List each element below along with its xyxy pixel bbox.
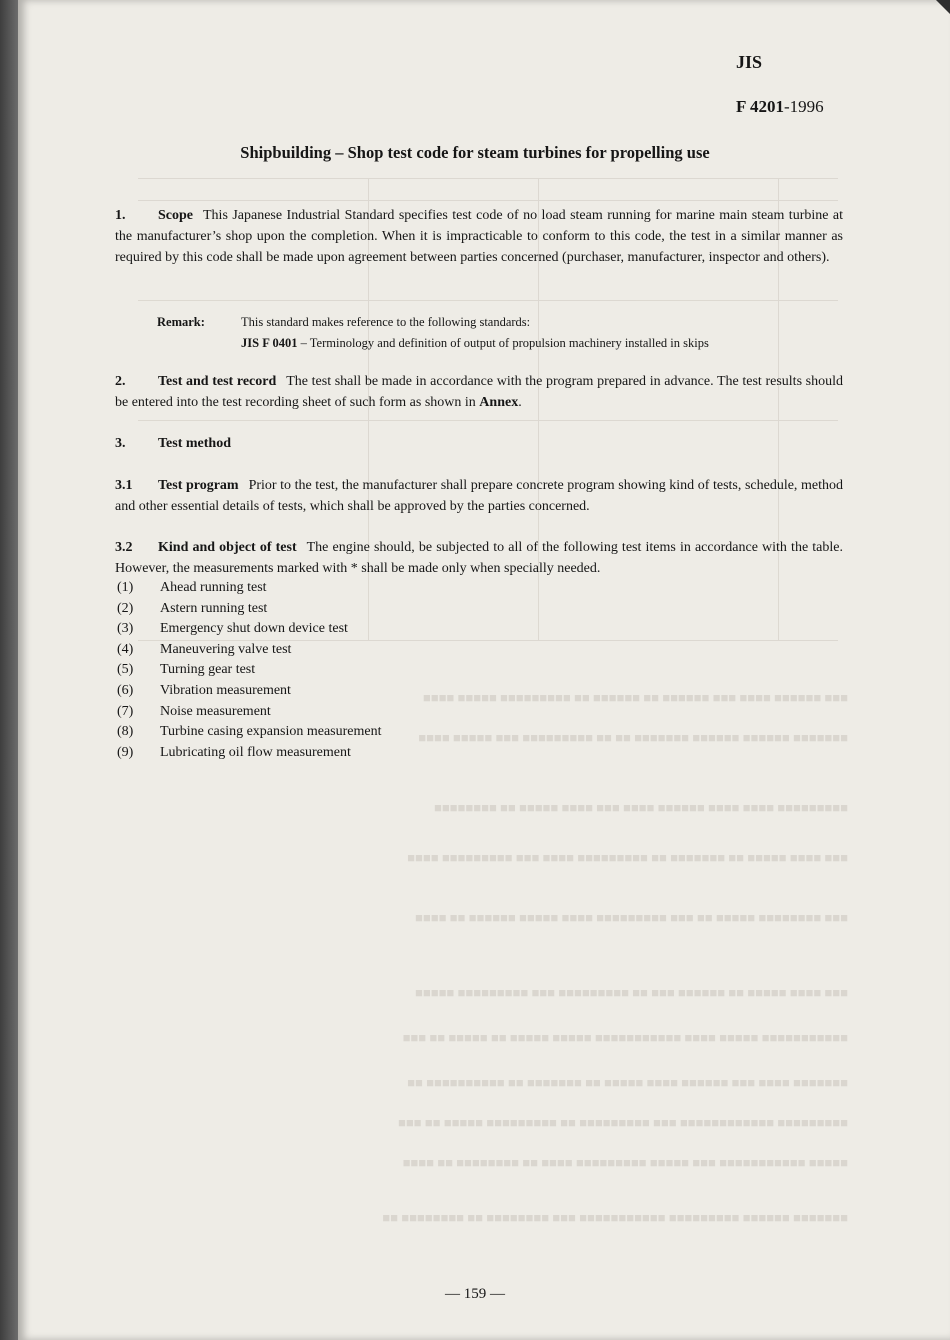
list-item [117, 722, 382, 743]
list-item-number: (1) [117, 580, 134, 595]
standard-number [736, 97, 824, 117]
list-item [117, 619, 382, 640]
list-item [117, 681, 382, 702]
section-test-method [115, 434, 843, 455]
section-scope [115, 206, 843, 268]
bleed-through: ■■■ ■■■■■■ ■■■■ ■■■ ■■■■■■ ■■ ■■■■■■ ■■ ■■■■■■■■■ ■■■■■ ■■■■ ■■■■■■■ ■■■■■■ ■■■■■■ ■■■■■■■ ■■ ■■ ■■■■■■■■■ ■■■ ■■■■■ ■■■■ ■■■■■■■■■ ■■■■ ■■■■ ■■■■■■ ■■■■ ■■■ ■■■■ ■■■■■ ■■ ■■■■■■■■ ■■■ ■■■■ ■■■■■ ■■ ■■■■■■■ ■■ ■■■■■■■■■ ■■■■ ■■■ ■■■■■■■■■ ■■■■ ■■■ ■■■■■■■■ ■■■■■ ■■ ■■■ ■■■■■■■■■ ■■■■ ■■■■■ ■■■■■■ ■■ ■■■■ ■■■ ■■■■ ■■■■■ ■■ ■■■■■■ ■■■ ■■ ■■■■■■■■■ ■■■ ■■■■■■■■■ ■■■■■ ■■■■■■■■■■■ ■■■■■ ■■■■ ■■■■■■■■■■■ ■■■■■ ■■■■■ ■■ ■■■■■ ■■ ■■■ ■■■■■■■ ■■■■ ■■■ ■■■■■■ ■■■■ ■■■■■ ■■ ■■■■■■■ ■■ ■■■■■■■■■■ ■■ ■■■■■■■■■ ■■■■■■■■■■■■ ■■■ ■■■■■■■■■ ■■ ■■■■■■■■■ ■■■■■ ■■ ■■■ ■■■■■ ■■■■■■■■■■■ ■■■ ■■■■■ ■■■■■■■■■ ■■■■ ■■ ■■■■■■■■ ■■ ■■■■ ■■■■■■■ ■■■■■■ ■■■■■■■■■ ■■■■■■■■■■■ ■■■ ■■■■■■■■ ■■ ■■■■■■■■ ■■ [18, 0, 950, 1340]
section-number: 3. [115, 436, 126, 451]
list-item-number: (6) [117, 682, 134, 698]
section-text: The test shall be made in accordance with the program prepared in advance. The test results should be entered into the test recording sheet of such form as shown in [115, 374, 843, 410]
section-heading: Scope [158, 208, 193, 223]
list-item-text: Ahead running test [160, 580, 267, 595]
list-item [117, 702, 382, 723]
remark-text: This standard makes reference to the following standards: [241, 315, 531, 329]
list-item [117, 660, 382, 681]
section-heading: Test program [158, 478, 239, 493]
section-number: 3.1 [115, 478, 133, 493]
section-test-program [115, 476, 843, 518]
test-items-list [117, 578, 382, 763]
section-kind-object [115, 538, 843, 580]
list-item-number: (3) [117, 621, 134, 637]
list-item-text: Turbine casing expansion measurement [160, 724, 382, 740]
section-number: 1. [115, 208, 126, 223]
page-corner [936, 0, 950, 14]
section-test-record [115, 372, 843, 414]
list-item-number: (7) [117, 703, 134, 719]
list-item-number: (2) [117, 600, 134, 616]
document-title: Shipbuilding – Shop test code for steam turbines for propelling use [240, 143, 710, 162]
list-item [117, 599, 382, 620]
standard-number-prefix: F 4201 [736, 97, 785, 116]
standard-year: -1996 [784, 97, 824, 116]
list-item-number: (4) [117, 641, 134, 657]
list-item [117, 743, 382, 764]
list-item-text: Emergency shut down device test [160, 621, 348, 637]
sentence-end: . [518, 394, 522, 410]
list-item-text: Maneuvering valve test [160, 641, 292, 657]
list-item-text: Noise measurement [160, 703, 271, 719]
section-text: Prior to the test, the manufacturer shall prepare concrete program showing kind of tests, schedule, method and other essential details of tests, which shall be approved by the parties concerned. [115, 478, 843, 514]
section-heading: Kind and object of test [158, 540, 297, 555]
annex-reference: Annex [479, 394, 519, 410]
section-heading: Test method [158, 436, 231, 451]
binding-shadow [0, 0, 18, 1340]
remark-label: Remark: [157, 315, 205, 329]
remark-ref-code: JIS F 0401 [241, 336, 298, 350]
list-item [117, 578, 382, 599]
remark-block [157, 312, 709, 354]
list-item-text: Turning gear test [160, 662, 256, 678]
section-number: 3.2 [115, 540, 133, 555]
list-item-number: (8) [117, 724, 134, 740]
section-text: This Japanese Industrial Standard specifies test code of no load steam running for marine main steam turbine at the manufacturer’s shop upon the completion. When it is impracticable to conform to this code, the test in a similar manner as required by this code shall be made upon agreement between parties concerned (purchaser, manufacturer, inspector and others). [115, 208, 843, 265]
remark-ref-text: – Terminology and definition of output of propulsion machinery installed in skips [297, 336, 709, 350]
standard-label: JIS [736, 52, 763, 72]
page-number: — 159 — [445, 1286, 505, 1302]
list-item-text: Astern running test [160, 600, 268, 616]
list-item-text: Vibration measurement [160, 682, 291, 698]
list-item-text: Lubricating oil flow measurement [160, 744, 351, 760]
list-item-number: (5) [117, 662, 134, 678]
list-item [117, 640, 382, 661]
section-heading: Test and test record [158, 374, 277, 389]
section-text: The engine should, be subjected to all of the following test items in accordance with the table. However, the measurements marked with * shall be made only when specially needed. [115, 540, 843, 576]
section-number: 2. [115, 374, 126, 389]
list-item-number: (9) [117, 744, 134, 760]
